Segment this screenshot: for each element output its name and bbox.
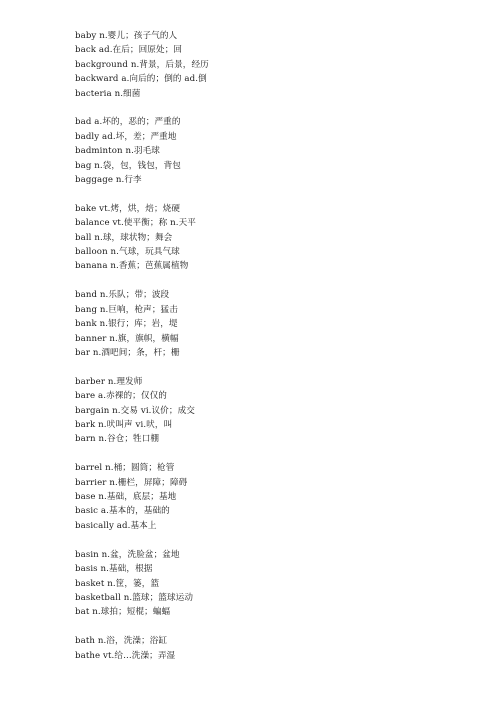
vocab-entry: bank n.银行；库；岩，堤 — [75, 319, 178, 330]
vocab-entry: bad a.坏的，恶的；严重的 — [75, 117, 181, 128]
vocab-entry: bargain n.交易 vi.议价；成交 — [75, 405, 195, 416]
entry-group — [75, 288, 475, 360]
vocab-entry: bang n.巨响，枪声；猛击 — [75, 304, 178, 315]
vocabulary-page — [75, 29, 475, 677]
entry-group — [75, 634, 475, 663]
vocab-entry: banner n.旗，旗帜，横幅 — [75, 333, 179, 344]
vocab-entry: barrier n.栅栏，屏障；障碍 — [75, 477, 188, 488]
vocab-entry: bag n.袋，包，钱包，背包 — [75, 160, 181, 171]
entry-group — [75, 375, 475, 447]
vocab-entry: bark n.吠叫声 vi.吠，叫 — [75, 419, 173, 430]
vocab-entry: basically ad.基本上 — [75, 520, 157, 531]
vocab-entry: bathe vt.给…洗澡；弄湿 — [75, 650, 176, 661]
vocab-entry: backward a.向后的；倒的 ad.倒 — [75, 74, 207, 85]
vocab-entry: balance vt.使平衡；称 n.天平 — [75, 218, 196, 229]
vocab-entry: baby n.婴儿；孩子气的人 — [75, 31, 178, 41]
entry-group — [75, 548, 475, 620]
vocab-entry: basin n.盆，洗脸盆；盆地 — [75, 549, 180, 560]
vocab-entry: badminton n.羽毛球 — [75, 146, 160, 157]
vocab-entry: basis n.基础，根据 — [75, 564, 153, 575]
vocab-entry: barn n.谷仓；牲口棚 — [75, 434, 160, 445]
vocab-entry: bar n.酒吧间；条，杆；栅 — [75, 347, 180, 358]
vocab-entry: background n.背景，后景，经历 — [75, 59, 209, 70]
vocab-entry: band n.乐队；带；波段 — [75, 290, 170, 301]
vocab-entry: basketball n.篮球；篮球运动 — [75, 592, 194, 603]
vocab-entry: bat n.球拍；短棍；蝙蝠 — [75, 607, 171, 618]
vocab-entry: bake vt.烤，烘，焙；烧硬 — [75, 203, 181, 214]
vocab-entry: barber n.理发师 — [75, 376, 143, 387]
entry-group — [75, 202, 475, 274]
entry-group — [75, 115, 475, 187]
vocab-entry: balloon n.气球，玩具气球 — [75, 247, 180, 258]
vocab-entry: bath n.浴，洗澡；浴缸 — [75, 636, 168, 647]
vocab-entry: banana n.香蕉；芭蕉属植物 — [75, 261, 189, 272]
vocab-entry: baggage n.行李 — [75, 175, 142, 186]
vocab-entry: badly ad.坏，差；严重地 — [75, 131, 177, 142]
vocab-entry: bare a.赤裸的；仅仅的 — [75, 391, 167, 402]
entry-group — [75, 29, 475, 101]
vocab-entry: basic a.基本的，基础的 — [75, 506, 170, 517]
vocab-entry: base n.基础，底层；基地 — [75, 492, 177, 503]
vocab-entry: basket n.筐，篓，篮 — [75, 578, 160, 589]
vocab-entry: back ad.在后；回原处；回 — [75, 45, 183, 56]
vocab-entry: ball n.球，球状物；舞会 — [75, 232, 173, 243]
vocab-entry: bacteria n.细菌 — [75, 88, 141, 99]
vocab-entry: barrel n.桶；圆筒；枪管 — [75, 463, 175, 474]
entry-group — [75, 461, 475, 533]
